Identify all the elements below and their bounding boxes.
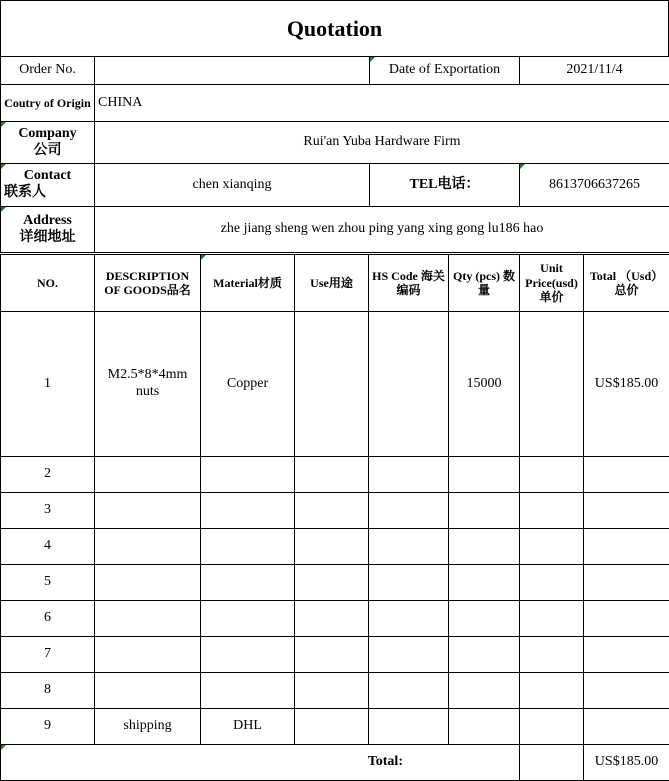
row-total[interactable] — [584, 637, 669, 673]
row-hs-code[interactable] — [369, 312, 449, 457]
table-row — [1, 565, 669, 601]
tel-label: TEL电话： — [370, 164, 520, 207]
row-material[interactable] — [201, 457, 295, 493]
row-hs-code[interactable] — [369, 601, 449, 637]
row-no: 4 — [1, 529, 95, 565]
row-total[interactable] — [584, 601, 669, 637]
row-total[interactable] — [584, 529, 669, 565]
row-qty[interactable] — [449, 637, 520, 673]
row-unit-price[interactable] — [520, 529, 584, 565]
row-qty[interactable] — [449, 457, 520, 493]
order-row — [1, 57, 669, 85]
row-qty[interactable] — [449, 529, 520, 565]
row-qty[interactable] — [449, 601, 520, 637]
row-material[interactable] — [201, 565, 295, 601]
row-hs-code[interactable] — [369, 673, 449, 709]
row-use[interactable] — [295, 709, 369, 745]
row-use[interactable] — [295, 312, 369, 457]
row-total[interactable] — [584, 493, 669, 529]
address-value[interactable]: zhe jiang sheng wen zhou ping yang xing gong lu186 hao — [95, 207, 669, 253]
row-hs-code[interactable] — [369, 529, 449, 565]
row-material[interactable]: Copper — [201, 312, 295, 457]
col-header-unit-price: Unit Price(usd) 单价 — [520, 255, 584, 312]
row-description[interactable] — [95, 529, 201, 565]
table-row — [1, 312, 669, 457]
row-use[interactable] — [295, 673, 369, 709]
row-no: 3 — [1, 493, 95, 529]
row-use[interactable] — [295, 565, 369, 601]
table-row — [1, 709, 669, 745]
col-header-no: NO. — [1, 255, 95, 312]
address-row — [1, 207, 669, 253]
row-qty[interactable] — [449, 673, 520, 709]
total-value[interactable]: US$185.00 — [584, 745, 669, 781]
row-hs-code[interactable] — [369, 457, 449, 493]
col-header-use: Use用途 — [295, 255, 369, 312]
row-description[interactable] — [95, 673, 201, 709]
row-no: 9 — [1, 709, 95, 745]
contact-row — [1, 164, 669, 207]
row-description[interactable]: shipping — [95, 709, 201, 745]
row-use[interactable] — [295, 601, 369, 637]
row-unit-price[interactable] — [520, 637, 584, 673]
row-hs-code[interactable] — [369, 493, 449, 529]
row-unit-price[interactable] — [520, 601, 584, 637]
row-no: 5 — [1, 565, 95, 601]
col-header-description: DESCRIPTION OF GOODS品名 — [95, 255, 201, 312]
row-hs-code[interactable] — [369, 565, 449, 601]
order-no-value[interactable] — [95, 57, 370, 85]
row-no: 1 — [1, 312, 95, 457]
row-total[interactable]: US$185.00 — [584, 312, 669, 457]
total-row — [1, 745, 669, 781]
date-label: Date of Exportation — [370, 57, 520, 85]
row-description[interactable] — [95, 601, 201, 637]
row-total[interactable] — [584, 457, 669, 493]
row-use[interactable] — [295, 637, 369, 673]
goods-table — [0, 254, 669, 781]
row-material[interactable] — [201, 637, 295, 673]
row-unit-price[interactable] — [520, 709, 584, 745]
address-label-cn: 详细地址 — [19, 229, 76, 245]
total-label: Total: — [1, 745, 520, 781]
row-qty[interactable] — [449, 565, 520, 601]
table-row — [1, 637, 669, 673]
row-unit-price[interactable] — [520, 673, 584, 709]
address-label-en: Address — [23, 212, 72, 228]
row-unit-price[interactable] — [520, 457, 584, 493]
company-label — [1, 122, 95, 164]
row-unit-price[interactable] — [520, 493, 584, 529]
company-label-en: Company — [18, 125, 77, 141]
row-qty[interactable] — [449, 709, 520, 745]
col-header-qty: Qty (pcs) 数量 — [449, 255, 520, 312]
row-no: 7 — [1, 637, 95, 673]
table-row — [1, 529, 669, 565]
row-use[interactable] — [295, 529, 369, 565]
row-material[interactable] — [201, 493, 295, 529]
row-material[interactable]: DHL — [201, 709, 295, 745]
tel-value[interactable]: 8613706637265 — [520, 164, 669, 207]
row-qty[interactable] — [449, 493, 520, 529]
row-use[interactable] — [295, 493, 369, 529]
row-description[interactable] — [95, 637, 201, 673]
total-spacer — [520, 745, 584, 781]
row-material[interactable] — [201, 673, 295, 709]
company-label-cn: 公司 — [33, 142, 62, 158]
col-header-hs-code: HS Code 海关编码 — [369, 255, 449, 312]
contact-label-cn: 联系人 — [4, 185, 46, 200]
table-row — [1, 457, 669, 493]
table-row — [1, 493, 669, 529]
row-total[interactable] — [584, 565, 669, 601]
row-hs-code[interactable] — [369, 709, 449, 745]
origin-value[interactable]: CHINA — [95, 85, 669, 122]
contact-label-en: Contact — [23, 168, 72, 184]
row-no: 8 — [1, 673, 95, 709]
date-value[interactable]: 2021/11/4 — [520, 57, 669, 85]
row-description[interactable] — [95, 457, 201, 493]
row-no: 6 — [1, 601, 95, 637]
row-description[interactable] — [95, 493, 201, 529]
info-table — [0, 56, 669, 253]
row-unit-price[interactable] — [520, 312, 584, 457]
row-total[interactable] — [584, 673, 669, 709]
contact-value[interactable]: chen xianqing — [95, 164, 370, 207]
row-description[interactable] — [95, 565, 201, 601]
table-row — [1, 601, 669, 637]
company-value[interactable]: Rui'an Yuba Hardware Firm — [95, 122, 669, 164]
goods-header-row — [1, 255, 669, 312]
row-description[interactable]: M2.5*8*4mm nuts — [95, 312, 201, 457]
row-unit-price[interactable] — [520, 565, 584, 601]
company-row — [1, 122, 669, 164]
col-header-material: Material材质 — [201, 255, 295, 312]
origin-row — [1, 85, 669, 122]
origin-label: Coutry of Origin — [1, 85, 95, 122]
row-total[interactable] — [584, 709, 669, 745]
col-header-total: Total （Usd）总价 — [584, 255, 669, 312]
address-label — [1, 207, 95, 253]
row-material[interactable] — [201, 529, 295, 565]
page-title: Quotation — [0, 0, 669, 56]
row-qty[interactable]: 15000 — [449, 312, 520, 457]
table-row — [1, 673, 669, 709]
row-use[interactable] — [295, 457, 369, 493]
row-no: 2 — [1, 457, 95, 493]
row-material[interactable] — [201, 601, 295, 637]
row-hs-code[interactable] — [369, 637, 449, 673]
contact-label — [1, 164, 95, 207]
order-no-label: Order No. — [1, 57, 95, 85]
